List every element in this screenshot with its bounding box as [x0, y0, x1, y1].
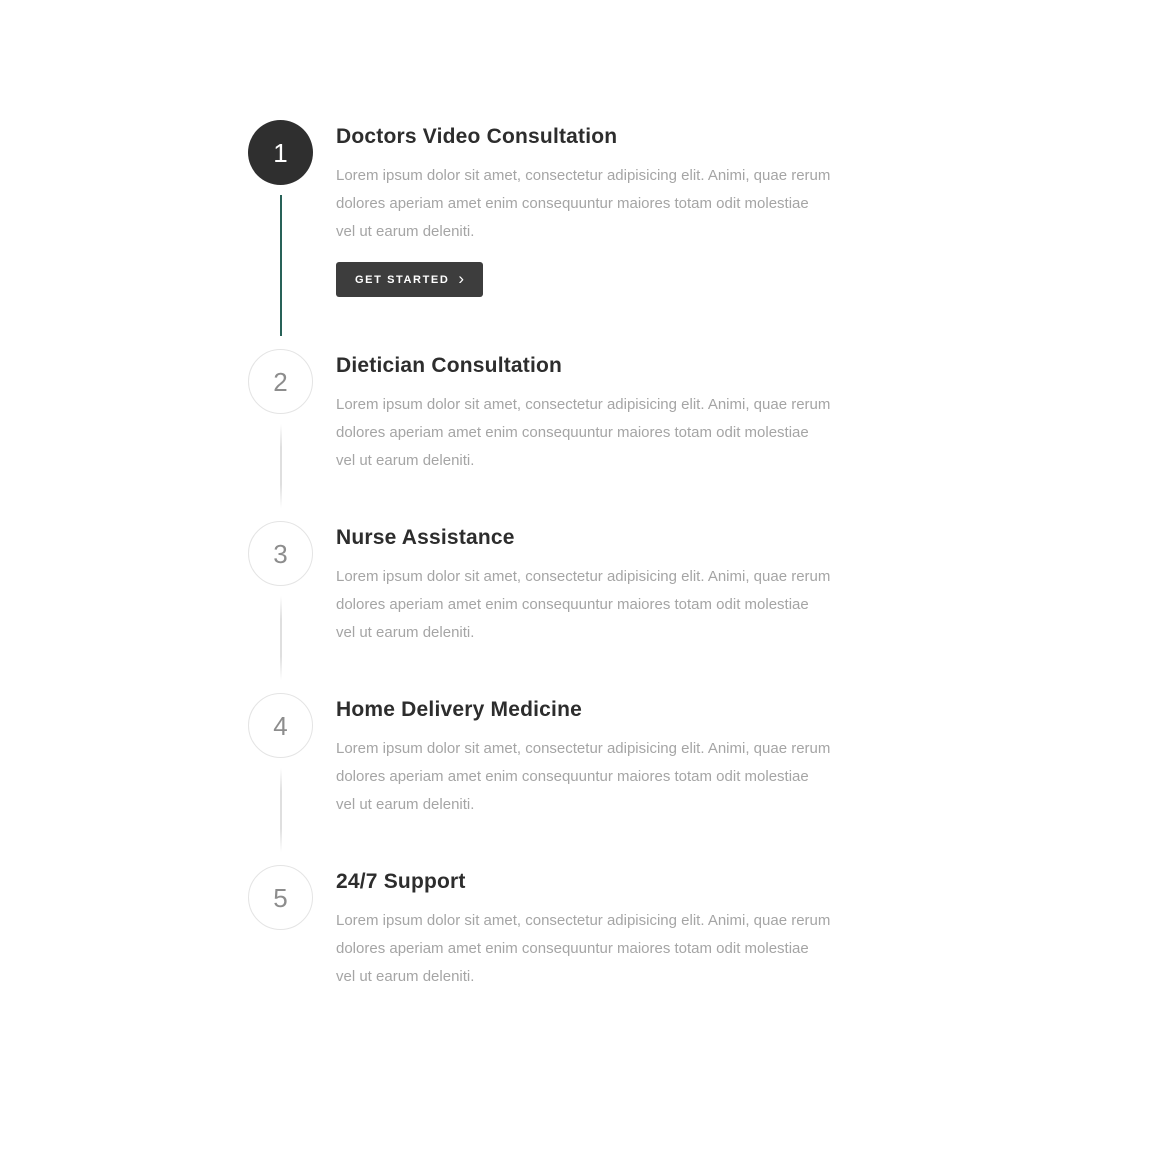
step-description-line: Lorem ipsum dolor sit amet, consectetur adipisicing elit. Animi, quae rerum: [336, 740, 831, 757]
get-started-button[interactable]: [336, 262, 483, 297]
step-number-badge: [248, 349, 313, 414]
step-description-line: vel ut earum deleniti.: [336, 223, 475, 240]
step-description-line: Lorem ipsum dolor sit amet, consectetur adipisicing elit. Animi, quae rerum: [336, 568, 831, 585]
step-title: Dietician Consultation: [336, 354, 563, 377]
step-content: [336, 120, 830, 349]
step-description-line: dolores aperiam amet enim consequuntur maiores totam odit molestiae: [336, 768, 809, 785]
step-marker: [248, 693, 313, 865]
step-content: [336, 865, 830, 991]
step-connector-line: [280, 596, 282, 680]
step-item-doctors-video-consultation: [248, 120, 868, 349]
step-content: [336, 521, 830, 693]
step-description-line: dolores aperiam amet enim consequuntur maiores totam odit molestiae: [336, 940, 809, 957]
step-description-line: Lorem ipsum dolor sit amet, consectetur adipisicing elit. Animi, quae rerum: [336, 167, 831, 184]
step-description: [336, 563, 830, 647]
step-description-line: dolores aperiam amet enim consequuntur maiores totam odit molestiae: [336, 424, 809, 441]
step-title: 24/7 Support: [336, 870, 466, 893]
get-started-label: GET STARTED: [355, 273, 450, 286]
step-title: Home Delivery Medicine: [336, 698, 582, 721]
step-number-badge: [248, 693, 313, 758]
step-marker: [248, 120, 313, 349]
step-title: Doctors Video Consultation: [336, 125, 618, 148]
step-description-line: dolores aperiam amet enim consequuntur maiores totam odit molestiae: [336, 596, 809, 613]
step-description-line: Lorem ipsum dolor sit amet, consectetur adipisicing elit. Animi, quae rerum: [336, 396, 831, 413]
step-content: [336, 349, 830, 521]
step-number: 3: [273, 538, 288, 569]
step-number-badge-active: [248, 120, 313, 185]
steps-timeline: [248, 120, 868, 991]
step-connector-line: [280, 424, 282, 508]
step-connector-line: [280, 768, 282, 852]
step-marker: [248, 865, 313, 991]
step-number: 2: [273, 366, 288, 397]
step-marker: [248, 349, 313, 521]
step-item-nurse-assistance: [248, 521, 868, 693]
step-description-line: dolores aperiam amet enim consequuntur maiores totam odit molestiae: [336, 195, 809, 212]
step-description: [336, 391, 830, 475]
step-item-home-delivery-medicine: [248, 693, 868, 865]
step-description-line: vel ut earum deleniti.: [336, 968, 475, 985]
step-number-badge: [248, 521, 313, 586]
step-number-badge: [248, 865, 313, 930]
step-description: [336, 907, 830, 991]
step-number: 4: [273, 710, 288, 741]
chevron-right-icon: ›: [458, 269, 465, 288]
step-number: 1: [273, 137, 288, 168]
step-title: Nurse Assistance: [336, 526, 515, 549]
step-item-dietician-consultation: [248, 349, 868, 521]
step-description-line: Lorem ipsum dolor sit amet, consectetur adipisicing elit. Animi, quae rerum: [336, 912, 831, 929]
step-description: [336, 735, 830, 819]
step-description-line: vel ut earum deleniti.: [336, 796, 475, 813]
step-description-line: vel ut earum deleniti.: [336, 624, 475, 641]
step-connector-line-active: [280, 195, 282, 336]
step-content: [336, 693, 830, 865]
step-number: 5: [273, 882, 288, 913]
step-marker: [248, 521, 313, 693]
step-description-line: vel ut earum deleniti.: [336, 452, 475, 469]
step-description: [336, 162, 830, 246]
step-item-24-7-support: [248, 865, 868, 991]
